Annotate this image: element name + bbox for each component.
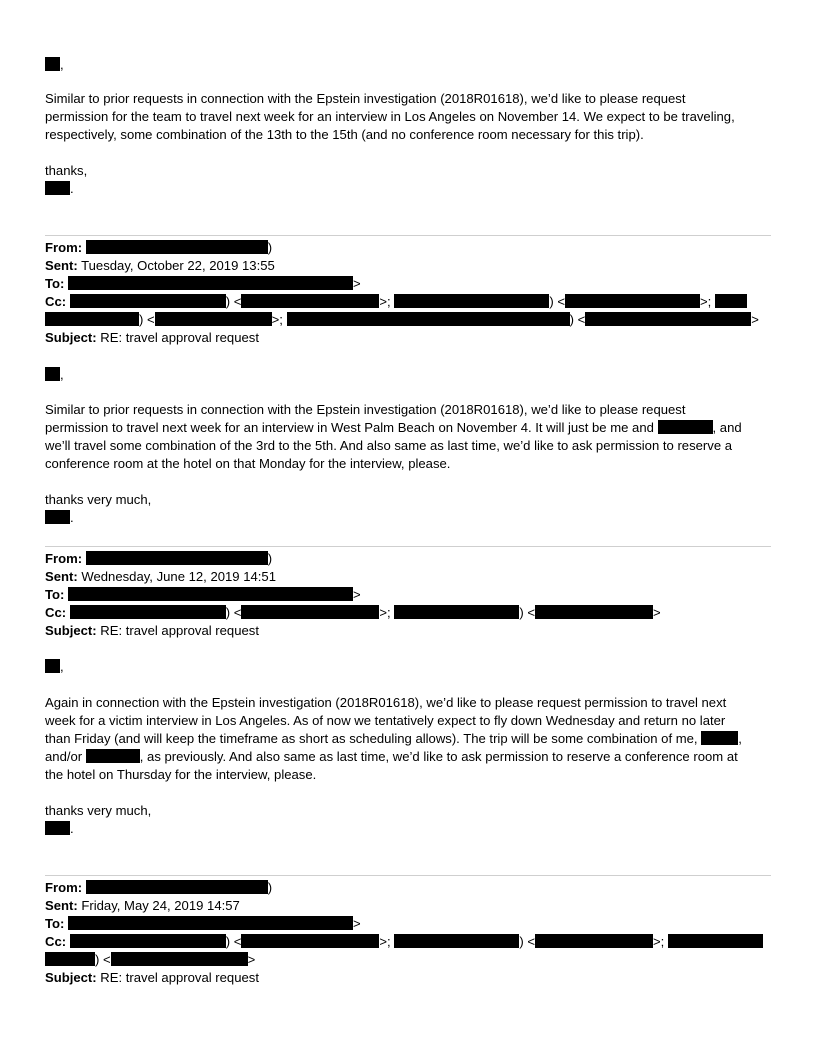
header-cc-cont: ) < >; ) < > xyxy=(45,311,759,329)
body-line: and/or , as previously. And also same as last time, we’d like to ask permission to reserve a conference room at xyxy=(45,749,738,764)
redaction xyxy=(45,510,70,524)
salutation: , xyxy=(45,366,64,384)
redaction xyxy=(715,294,747,308)
redaction xyxy=(45,57,60,71)
redaction xyxy=(585,312,751,326)
redaction xyxy=(535,934,653,948)
redaction xyxy=(68,276,353,290)
body-line: Again in connection with the Epstein investigation (2018R01618), we’d like to please request permission to travel next xyxy=(45,695,727,710)
redaction xyxy=(45,952,95,966)
redaction xyxy=(111,952,248,966)
redaction xyxy=(68,587,353,601)
closing: thanks very much, xyxy=(45,803,152,818)
redaction xyxy=(701,731,738,745)
header-from: From: ) xyxy=(45,240,273,255)
body-line: permission to travel next week for an interview in West Palm Beach on November 4. It will just be me and , and xyxy=(45,420,742,435)
redaction xyxy=(86,749,140,763)
redaction xyxy=(565,294,700,308)
signature: . xyxy=(45,509,74,527)
salutation: , xyxy=(45,658,64,676)
header-sent: Sent: Friday, May 24, 2019 14:57 xyxy=(45,898,240,913)
redaction xyxy=(241,294,379,308)
redaction xyxy=(394,294,549,308)
header-cc-cont: ) < > xyxy=(45,951,255,969)
closing: thanks very much, xyxy=(45,492,152,507)
redaction xyxy=(241,605,379,619)
redaction xyxy=(658,420,713,434)
redaction xyxy=(394,934,519,948)
redaction xyxy=(45,312,139,326)
redaction xyxy=(668,934,763,948)
body-line: than Friday (and will keep the timeframe as short as scheduling allows). The trip will be some combination of me, , xyxy=(45,731,742,746)
header-to: To: > xyxy=(45,916,361,931)
body-line: permission for the team to travel next week for an interview in Los Angeles on November 14. We expect to be traveling, xyxy=(45,109,735,124)
redaction xyxy=(68,916,353,930)
divider xyxy=(45,235,771,236)
divider xyxy=(45,546,771,547)
redaction xyxy=(535,605,653,619)
header-cc: Cc: ) < >; ) < >; xyxy=(45,293,747,311)
closing: thanks, xyxy=(45,163,88,178)
header-sent: Sent: Tuesday, October 22, 2019 13:55 xyxy=(45,258,275,273)
body-line: conference room at the hotel on that Monday for the interview, please. xyxy=(45,456,451,471)
body-line: we’ll travel some combination of the 3rd to the 5th. And also same as last time, we’d like to ask permission to reserve a xyxy=(45,438,733,453)
header-from: From: ) xyxy=(45,880,273,895)
redaction xyxy=(70,605,226,619)
header-from: From: ) xyxy=(45,551,273,566)
body-line: respectively, some combination of the 13th to the 15th (and no conference room necessary for this trip). xyxy=(45,127,644,142)
redaction xyxy=(45,181,70,195)
header-subject: Subject: RE: travel approval request xyxy=(45,623,259,638)
body-line: Similar to prior requests in connection with the Epstein investigation (2018R01618), we’d like to please request xyxy=(45,91,686,106)
redaction xyxy=(70,294,226,308)
body-line: Similar to prior requests in connection with the Epstein investigation (2018R01618), we’d like to please request xyxy=(45,402,686,417)
redaction xyxy=(86,240,268,254)
redaction xyxy=(287,312,570,326)
redaction xyxy=(86,880,268,894)
signature: . xyxy=(45,180,74,198)
salutation: , xyxy=(45,56,64,74)
header-cc: Cc: ) < >; ) < > xyxy=(45,605,661,620)
header-subject: Subject: RE: travel approval request xyxy=(45,970,259,985)
redaction xyxy=(394,605,519,619)
body-line: week for a victim interview in Los Angeles. As of now we tentatively expect to fly down Wednesday and return no later xyxy=(45,713,726,728)
signature: . xyxy=(45,820,74,838)
redaction xyxy=(241,934,379,948)
redaction xyxy=(70,934,226,948)
redaction xyxy=(155,312,272,326)
redaction xyxy=(45,821,70,835)
header-cc: Cc: ) < >; ) < >; xyxy=(45,933,763,951)
header-sent: Sent: Wednesday, June 12, 2019 14:51 xyxy=(45,569,276,584)
header-to: To: > xyxy=(45,276,361,291)
divider xyxy=(45,875,771,876)
redaction xyxy=(86,551,268,565)
body-line: the hotel on Thursday for the interview, please. xyxy=(45,767,317,782)
redaction xyxy=(45,659,60,673)
header-subject: Subject: RE: travel approval request xyxy=(45,330,259,345)
redaction xyxy=(45,367,60,381)
header-to: To: > xyxy=(45,587,361,602)
